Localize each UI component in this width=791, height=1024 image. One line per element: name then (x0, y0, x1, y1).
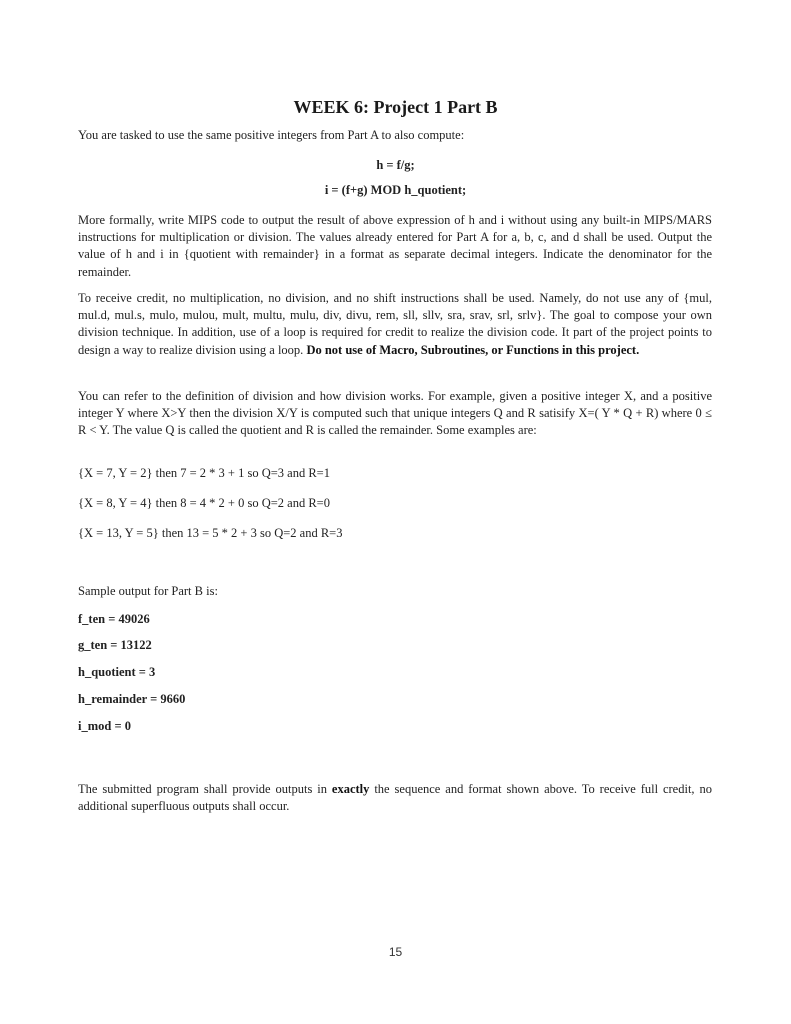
paragraph-credit-rules (78, 290, 712, 359)
sample-output-line: h_quotient = 3 (78, 665, 156, 679)
page-title: WEEK 6: Project 1 Part B (293, 97, 498, 117)
credit-rules-bold-note: Do not use of Macro, Subroutines, or Functions in this project. (306, 342, 640, 357)
paragraph-formal-spec: More formally, write MIPS code to output the result of above expression of h and i without using any built-in MIPS/MARS instructions for multiplication or division. The values already entered for Part A for a, b, c, and d shall be used. Output the value of h and i in {quotient with remainder} in a format as separate decimal integers. Indicate the denominator for the remainder. (78, 213, 712, 279)
equation-i: i = (f+g) MOD h_quotient; (324, 183, 467, 197)
example-line: {X = 7, Y = 2} then 7 = 2 * 3 + 1 so Q=3 and R=1 (78, 466, 330, 480)
sample-output-heading: Sample output for Part B is: (78, 584, 218, 598)
sample-output-line: f_ten = 49026 (78, 612, 150, 626)
page-number: 15 (388, 945, 403, 959)
submission-text-pre: The submitted program shall provide outputs in (78, 782, 332, 796)
sample-output-line: h_remainder = 9660 (78, 692, 186, 706)
example-line: {X = 13, Y = 5} then 13 = 5 * 2 + 3 so Q=2 and R=3 (78, 526, 343, 540)
paragraph-submission-rules (78, 781, 712, 815)
credit-rules-text: To receive credit, no multiplication, no division, and no shift instructions shall be used. Namely, do not use any of {mul, mul.d, mul.s, mulo, mulou, mult, multu, mulu, div, divu, rem, sll, sllv, sra, srav, srl, srlv}. The goal to compose your own division technique. In addition, use of a loop is required for credit to realize the division code. It part of the project points to design a way to realize division using a loop. (78, 291, 712, 357)
example-line: {X = 8, Y = 4} then 8 = 4 * 2 + 0 so Q=2 and R=0 (78, 496, 330, 510)
intro-text: You are tasked to use the same positive integers from Part A to also compute: (78, 128, 465, 142)
submission-text-post: the sequence and format shown above. To receive full credit, no additional superfluous outputs shall occur. (78, 782, 712, 814)
paragraph-division-definition: You can refer to the definition of division and how division works. For example, given a positive integer X, and a positive integer Y where X>Y then the division X/Y is computed such that unique integers Q and R satisify X=( Y * Q + R) where 0 ≤ R < Y. The value Q is called the quotient and R is called the remainder. Some examples are: (78, 389, 712, 438)
sample-output-line: i_mod = 0 (78, 719, 131, 733)
equation-h: h = f/g; (376, 158, 415, 172)
sample-output-line: g_ten = 13122 (78, 638, 152, 652)
submission-text-bold: exactly (331, 782, 370, 796)
